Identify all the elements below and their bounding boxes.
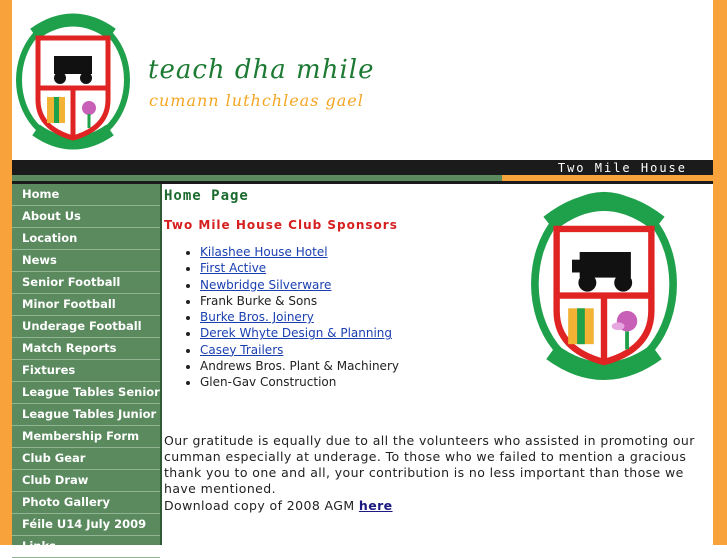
- sponsor-link-newbridge[interactable]: Newbridge Silverware: [200, 277, 332, 292]
- nav-item-league-tables-junior[interactable]: League Tables Junior: [12, 404, 160, 426]
- nav-item-underage-football[interactable]: Underage Football: [12, 316, 160, 338]
- right-frame-border: [713, 0, 727, 545]
- sponsor-link-first-active[interactable]: First Active: [200, 261, 267, 276]
- download-agm-link[interactable]: here: [358, 498, 393, 513]
- sponsor-link-burke-bros[interactable]: Burke Bros. Joinery: [200, 310, 314, 325]
- banner-green-stripe: [12, 175, 502, 181]
- header-banner: [12, 160, 713, 184]
- list-item: [200, 277, 399, 293]
- nav-item-about-us[interactable]: About Us: [12, 206, 160, 228]
- club-crest-large: [528, 188, 680, 384]
- club-subtitle: cumann luthchleas gael: [149, 91, 364, 110]
- club-name-title: teach dha mhile: [148, 55, 375, 85]
- nav-item-match-reports[interactable]: Match Reports: [12, 338, 160, 360]
- sponsors-heading: Two Mile House Club Sponsors: [164, 218, 398, 232]
- nav-item-photo-gallery[interactable]: Photo Gallery: [12, 492, 160, 514]
- banner-location-text: Two Mile House: [557, 161, 687, 175]
- nav-item-league-tables-senior[interactable]: League Tables Senior: [12, 382, 160, 404]
- nav-item-links[interactable]: Links: [12, 536, 160, 558]
- nav-item-location[interactable]: Location: [12, 228, 160, 250]
- gratitude-paragraph: Our gratitude is equally due to all the volunteers who assisted in promoting our cumman especially at underage. To those who we failed to mention a gracious thank you to one and all, your contribution is no less important than those we have mentioned.: [164, 432, 695, 497]
- download-text: Download copy of 2008 AGM: [164, 498, 355, 513]
- list-item: [200, 244, 399, 260]
- list-item: [200, 325, 399, 341]
- sidebar-nav: [12, 184, 160, 553]
- sponsor-link-kilashee[interactable]: Kilashee House Hotel: [200, 245, 328, 259]
- page-title: Home Page: [164, 188, 249, 204]
- site-header: [12, 0, 713, 160]
- nav-item-club-draw[interactable]: Club Draw: [12, 470, 160, 492]
- nav-item-home[interactable]: Home: [12, 184, 160, 206]
- list-item: [200, 374, 399, 390]
- list-item: [200, 293, 399, 309]
- nav-item-membership-form[interactable]: Membership Form: [12, 426, 160, 448]
- club-crest-logo[interactable]: [14, 10, 132, 152]
- nav-item-senior-football[interactable]: Senior Football: [12, 272, 160, 294]
- sponsor-name-frank-burke: Frank Burke & Sons: [200, 293, 318, 308]
- nav-item-minor-football[interactable]: Minor Football: [12, 294, 160, 316]
- list-item: [200, 309, 399, 325]
- sponsor-link-casey-trailers[interactable]: Casey Trailers: [200, 342, 284, 357]
- banner-orange-stripe: [502, 175, 713, 181]
- list-item: [200, 260, 399, 276]
- list-item: [200, 342, 399, 358]
- left-frame-border: [0, 0, 12, 545]
- agm-download-line: [164, 498, 393, 513]
- nav-item-news[interactable]: News: [12, 250, 160, 272]
- nav-item-club-gear[interactable]: Club Gear: [12, 448, 160, 470]
- nav-item-fixtures[interactable]: Fixtures: [12, 360, 160, 382]
- sponsor-name-glen-gav: Glen-Gav Construction: [200, 375, 337, 390]
- sponsor-name-andrews-bros: Andrews Bros. Plant & Machinery: [200, 359, 399, 374]
- list-item: [200, 358, 399, 374]
- sponsor-link-derek-whyte[interactable]: Derek Whyte Design & Planning: [200, 326, 393, 341]
- nav-item-feile-u14[interactable]: Féile U14 July 2009: [12, 514, 160, 536]
- sponsor-list: [184, 244, 399, 391]
- sidebar-divider: [160, 184, 162, 545]
